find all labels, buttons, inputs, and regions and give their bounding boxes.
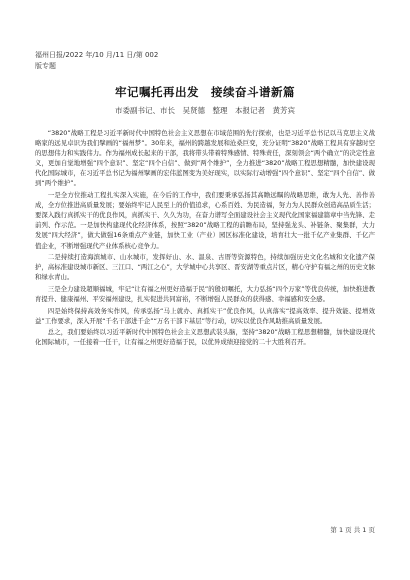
article-body — [35, 128, 375, 349]
article-byline: 市委副书记、市长 吴贤德 整理 本报记者 黄芳宾 — [115, 106, 295, 115]
paragraph: 三是全力建设超顺福城，牢记“让有福之州更好造福于民”的殷切嘱托，大力弘扬“四个万家”等优良传统，加快推进教育提升、健康福州、平安福州建设，扎实促进共同富裕，不断增强人民群众的获得感、幸福感和安全感。 — [35, 284, 375, 303]
article-title: 牢记嘱托再出发 接续奋斗谱新篇 — [115, 85, 295, 99]
paragraph: “3820”战略工程是习近平新时代中国特色社会主义思想在市域范围的先行探索，也是习近平总书记以马克思主义战略家的远见卓识为我们擘画的“福州梦”。30年来，福州的跨越发展和沧桑巨变，充分证明“3820”战略工程具有穿越时空的思想伟力和实践伟力。作为福州成长起来的干部，我将带头带着特殊感情、特殊责任，深刻领会“两个确立”的决定性意义，更加自觉地增强“四个意识”、坚定“四个自信”、做到“两个维护”，全力推进“3820”战略工程思想精髓，加快建设现代化国际城市，在习近平总书记为福州擘画的宏伟蓝图变为美好现实，以实际行动增强“四个意识”、坚定“四个自信”、做到“两个维护”。 — [35, 129, 375, 188]
source-line: 福州日报/2022 年/10 月/11 日/第 002 — [35, 51, 159, 59]
page-indicator: 第 1 页 共 1 页 — [330, 526, 375, 534]
source-meta — [35, 50, 158, 72]
edition-line: 版专题 — [35, 62, 56, 70]
paragraph: 总之，我们要始终以习近平新时代中国特色社会主义思想武装头脑，坚持“3820”战略工程思想精髓，加快建设现代化国际城市，一任接着一任干，让有福之州更好造福于民，以优异成绩迎接党的二十大胜利召开。 — [35, 328, 375, 347]
paragraph: 二是持续打造海滨城市、山水城市，发挥好山、水、温泉、古厝等资源特色，持续加强历史文化名城和文化遗产保护，高标准建设城市新区、三江口、“两江之心”，大学城中心共享区、晋安湖等重点片区，精心守护有福之州的历史文脉和绿水青山。 — [35, 253, 375, 282]
paragraph: 一是全方位推动工程扎实深入实施，在今后的工作中，我们要秉承弘扬其高瞻远瞩的战略思维，敢为人先、善作善成，全方位推进高质量发展；要始终牢记人民至上的价值追求，心系百姓、为民造福，努力为人民群众创造高品质生活；要深入践行真抓实干的优良作风，真抓实干、久久为功，在奋力谱写全面建设社会主义现代化国家福建篇章中当先锋、走前列、作示范。一是加快构建现代化经济体系，按照“3820”战略工程的前瞻布局，坚持强龙头、补链条、聚集群，大力发展“四大经济”，做大做强16条重点产业链，加快工业（产业）园区标准化建设，培育壮大一批千亿产业集群、千亿产值企业，不断增强现代产业体系核心竞争力。 — [35, 191, 375, 250]
paragraph: 四是始终保持高效务实作风，传承弘扬“马上就办、真抓实干”优良作风，认真落实“提高效率、提升效能、提增效益”工作要求，深入开展“千名干部进千企”“万名干部下基层”等行动，切实以优良作风助推高质量发展。 — [35, 306, 375, 325]
